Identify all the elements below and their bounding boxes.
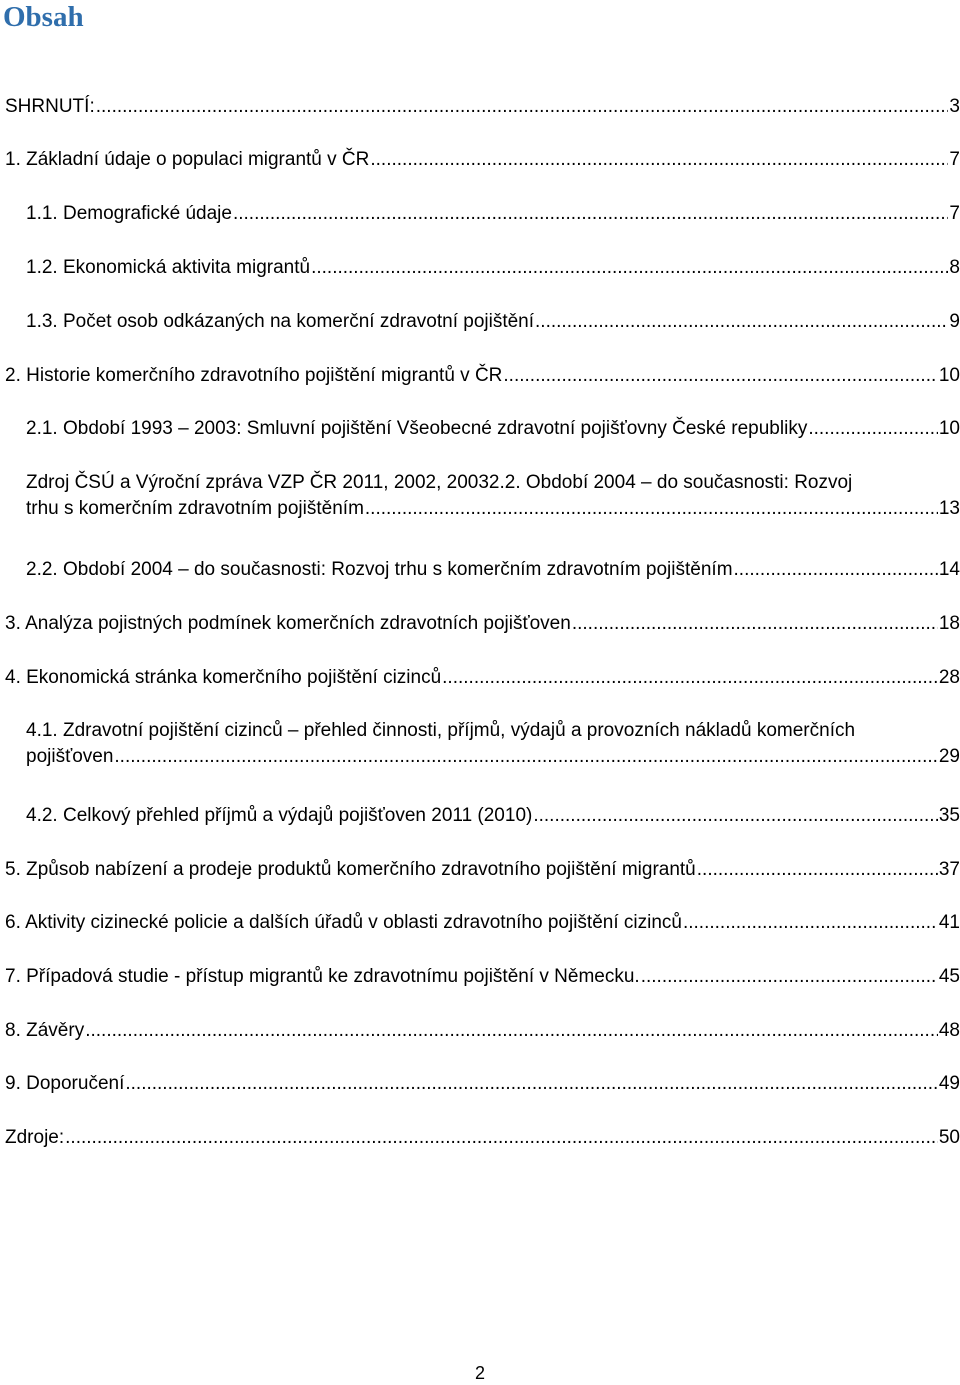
toc-entry-title: 4.1. Zdravotní pojištění cizinců – přehled činnosti, příjmů, výdajů a provozních nákladů komerčních <box>26 720 856 741</box>
dot-leader <box>697 857 938 883</box>
page-number: 2 <box>474 1363 485 1383</box>
dot-leader <box>125 1071 938 1097</box>
dot-leader <box>533 803 938 829</box>
toc-entry-5[interactable] <box>5 857 960 883</box>
toc-entry-page: 28 <box>938 667 960 688</box>
toc-entry-title: 4.2. Celkový přehled příjmů a výdajů pojišťoven 2011 (2010) <box>26 805 533 826</box>
toc-entry-1-3[interactable] <box>26 309 960 335</box>
dot-leader <box>808 416 938 442</box>
toc-entry-title: Zdroje: <box>5 1127 65 1148</box>
toc-entry-title: Zdroj ČSÚ a Výroční zpráva VZP ČR 2011, 2002, 20032.2. Období 2004 – do současnosti: Rozvoj <box>26 472 853 493</box>
dot-leader <box>370 147 948 173</box>
toc-entry-8[interactable] <box>5 1018 960 1044</box>
dot-leader <box>65 1125 938 1151</box>
toc-entry-1-1[interactable] <box>26 201 960 227</box>
toc-entry-page: 13 <box>938 498 960 519</box>
toc-entry-page: 29 <box>938 746 960 767</box>
toc-entry-page: 3 <box>949 96 960 117</box>
dot-leader <box>572 611 938 637</box>
toc-entry-page: 18 <box>938 613 960 634</box>
toc-entry-title: 5. Způsob nabízení a prodeje produktů komerčního zdravotního pojištění migrantů <box>5 859 696 880</box>
toc-entry-title: 1.1. Demografické údaje <box>26 203 232 224</box>
toc-entry-summary[interactable] <box>5 94 960 120</box>
page-title: Obsah <box>3 1 84 33</box>
dot-leader <box>114 744 937 770</box>
toc-entry-page: 9 <box>949 311 960 332</box>
toc-entry-4[interactable] <box>5 665 960 691</box>
toc-entry-4-2[interactable] <box>26 803 960 829</box>
toc-entry-title-continued: trhu s komerčním zdravotním pojištěním <box>26 498 364 519</box>
toc-entry-3[interactable] <box>5 611 960 637</box>
toc-entry-title: 8. Závěry <box>5 1020 85 1041</box>
toc-entry-7[interactable] <box>5 964 960 990</box>
dot-leader <box>442 665 938 691</box>
toc-entry-sources[interactable] <box>5 1125 960 1151</box>
toc-entry-page: 7 <box>949 203 960 224</box>
toc-entry-title: 1.2. Ekonomická aktivita migrantů <box>26 257 311 278</box>
toc-entry-page: 10 <box>938 418 960 439</box>
toc-entry-4-1[interactable] <box>26 718 960 770</box>
toc-entry-title: 2. Historie komerčního zdravotního pojištění migrantů v ČR <box>5 365 503 386</box>
toc-entry-2[interactable] <box>5 363 960 389</box>
toc-entry-page: 10 <box>938 365 960 386</box>
toc-entry-page: 41 <box>938 912 960 933</box>
dot-leader <box>311 255 948 281</box>
toc-entry-title: 3. Analýza pojistných podmínek komerčních zdravotních pojišťoven <box>5 613 571 634</box>
dot-leader <box>535 309 948 335</box>
toc-entry-page: 14 <box>938 559 960 580</box>
toc-entry-page: 37 <box>938 859 960 880</box>
dot-leader <box>85 1018 938 1044</box>
toc-entry-1-2[interactable] <box>26 255 960 281</box>
dot-leader <box>365 496 938 522</box>
toc-entry-6[interactable] <box>5 910 960 936</box>
toc-entry-1[interactable] <box>5 147 960 173</box>
toc-entry-page: 8 <box>949 257 960 278</box>
dot-leader <box>233 201 948 227</box>
toc-entry-title: 1.3. Počet osob odkázaných na komerční zdravotní pojištění <box>26 311 535 332</box>
toc-entry-2-1[interactable] <box>26 416 960 442</box>
dot-leader <box>683 910 938 936</box>
toc-entry-title-continued: pojišťoven <box>26 746 114 767</box>
toc-entry-page: 45 <box>938 966 960 987</box>
toc-entry-title: 1. Základní údaje o populaci migrantů v ČR <box>5 149 370 170</box>
toc-entry-title: 2.1. Období 1993 – 2003: Smluvní pojištění Všeobecné zdravotní pojišťovny České republiky <box>26 418 808 439</box>
toc-entry-title: SHRNUTÍ: <box>5 96 95 117</box>
dot-leader <box>96 94 949 120</box>
toc-entry-page: 50 <box>938 1127 960 1148</box>
toc-entry-title: 6. Aktivity cizinecké policie a dalších úřadů v oblasti zdravotního pojištění cizinců <box>5 912 682 933</box>
toc-entry-page: 35 <box>938 805 960 826</box>
toc-entry-page: 49 <box>938 1073 960 1094</box>
toc-entry-2-2[interactable] <box>26 557 960 583</box>
toc-entry-2-2-source[interactable] <box>26 470 960 522</box>
dot-leader <box>734 557 938 583</box>
toc-entry-title: 9. Doporučení <box>5 1073 125 1094</box>
dot-leader <box>641 964 938 990</box>
toc-entry-page: 7 <box>949 149 960 170</box>
toc-entry-title: 2.2. Období 2004 – do současnosti: Rozvoj trhu s komerčním zdravotním pojištěním <box>26 559 733 580</box>
dot-leader <box>503 363 937 389</box>
toc-entry-9[interactable] <box>5 1071 960 1097</box>
toc-entry-title: 4. Ekonomická stránka komerčního pojištění cizinců <box>5 667 442 688</box>
toc-entry-page: 48 <box>938 1020 960 1041</box>
toc-entry-title: 7. Případová studie - přístup migrantů ke zdravotnímu pojištění v Německu. <box>5 966 640 987</box>
